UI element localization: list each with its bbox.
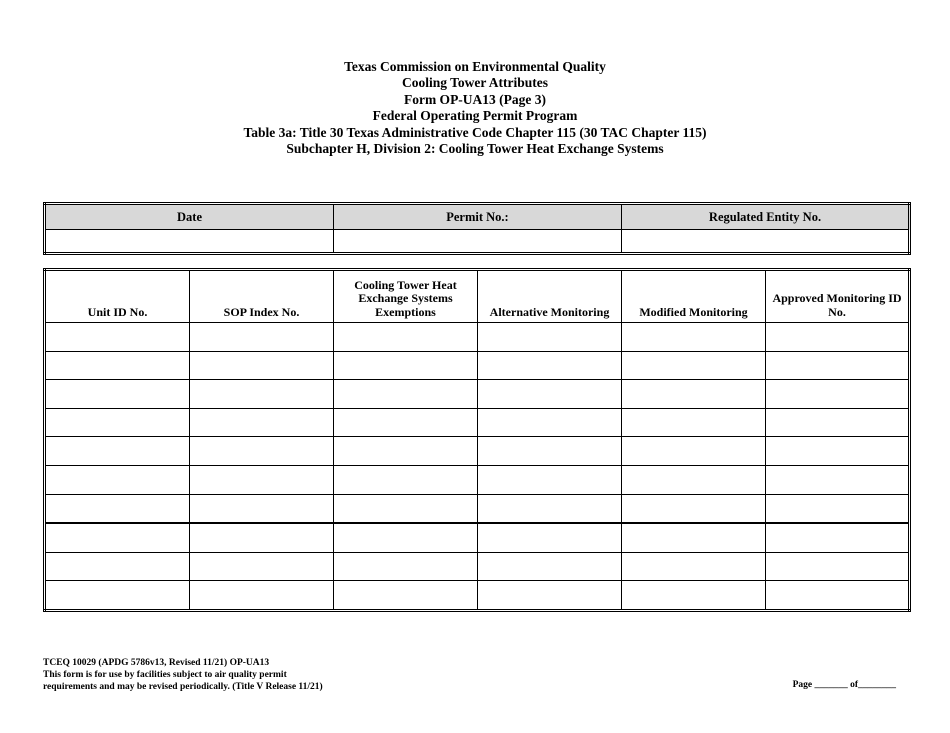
table-cell[interactable] bbox=[478, 437, 622, 466]
table-cell[interactable] bbox=[334, 523, 478, 552]
table-cell[interactable] bbox=[478, 323, 622, 352]
table-cell[interactable] bbox=[622, 465, 766, 494]
table-cell[interactable] bbox=[766, 380, 910, 409]
permit-info-header-row bbox=[45, 204, 910, 230]
table-row bbox=[45, 351, 910, 380]
permit-info-entry-row bbox=[45, 230, 910, 254]
table-cell[interactable] bbox=[190, 323, 334, 352]
date-header: Date bbox=[45, 204, 334, 230]
column-header-row bbox=[45, 270, 910, 323]
regulated-entity-header: Regulated Entity No. bbox=[622, 204, 910, 230]
table-cell[interactable] bbox=[45, 552, 190, 581]
table-cell[interactable] bbox=[334, 380, 478, 409]
cooling-tower-table bbox=[43, 268, 911, 612]
table-cell[interactable] bbox=[478, 351, 622, 380]
table-cell[interactable] bbox=[45, 465, 190, 494]
table-cell[interactable] bbox=[766, 408, 910, 437]
table-cell[interactable] bbox=[766, 465, 910, 494]
table-cell[interactable] bbox=[766, 494, 910, 523]
table-row bbox=[45, 552, 910, 581]
table-cell[interactable] bbox=[622, 552, 766, 581]
table-cell[interactable] bbox=[478, 408, 622, 437]
table-cell[interactable] bbox=[334, 465, 478, 494]
table-cell[interactable] bbox=[766, 437, 910, 466]
table-cell[interactable] bbox=[766, 523, 910, 552]
table-cell[interactable] bbox=[334, 351, 478, 380]
subchapter-title: Subchapter H, Division 2: Cooling Tower Heat Exchange Systems bbox=[286, 141, 664, 157]
table-cell[interactable] bbox=[478, 465, 622, 494]
table-cell[interactable] bbox=[478, 494, 622, 523]
table-cell[interactable] bbox=[766, 552, 910, 581]
table-cell[interactable] bbox=[190, 351, 334, 380]
table-row bbox=[45, 523, 910, 552]
form-title: Cooling Tower Attributes bbox=[401, 75, 548, 91]
table-cell[interactable] bbox=[190, 465, 334, 494]
exemptions-header: Cooling Tower Heat Exchange Systems Exemptions bbox=[334, 270, 478, 323]
alternative-monitoring-header: Alternative Monitoring bbox=[478, 270, 622, 323]
table-cell[interactable] bbox=[622, 523, 766, 552]
program-title: Federal Operating Permit Program bbox=[372, 108, 578, 124]
table-cell[interactable] bbox=[45, 437, 190, 466]
regulated-entity-field[interactable] bbox=[622, 230, 910, 254]
permit-number-header: Permit No.: bbox=[334, 204, 622, 230]
table-cell[interactable] bbox=[478, 380, 622, 409]
table-cell[interactable] bbox=[45, 581, 190, 611]
table-cell[interactable] bbox=[190, 408, 334, 437]
table-row bbox=[45, 323, 910, 352]
date-field[interactable] bbox=[45, 230, 334, 254]
table-cell[interactable] bbox=[622, 494, 766, 523]
table-cell[interactable] bbox=[766, 351, 910, 380]
table-cell[interactable] bbox=[45, 523, 190, 552]
table-cell[interactable] bbox=[334, 581, 478, 611]
table-cell[interactable] bbox=[45, 323, 190, 352]
table-cell[interactable] bbox=[334, 408, 478, 437]
table-title: Table 3a: Title 30 Texas Administrative Code Chapter 115 (30 TAC Chapter 115) bbox=[243, 124, 707, 140]
table-cell[interactable] bbox=[190, 494, 334, 523]
table-row bbox=[45, 437, 910, 466]
table-cell[interactable] bbox=[766, 323, 910, 352]
agency-title: Texas Commission on Environmental Quality bbox=[344, 59, 606, 74]
table-cell[interactable] bbox=[622, 380, 766, 409]
table-row bbox=[45, 380, 910, 409]
sop-index-header: SOP Index No. bbox=[190, 270, 334, 323]
table-cell[interactable] bbox=[622, 437, 766, 466]
table-cell[interactable] bbox=[478, 552, 622, 581]
modified-monitoring-header: Modified Monitoring bbox=[622, 270, 766, 323]
table-cell[interactable] bbox=[334, 437, 478, 466]
unit-id-header: Unit ID No. bbox=[45, 270, 190, 323]
table-cell[interactable] bbox=[622, 351, 766, 380]
table-cell[interactable] bbox=[478, 581, 622, 611]
table-cell[interactable] bbox=[334, 552, 478, 581]
table-cell[interactable] bbox=[334, 323, 478, 352]
table-cell[interactable] bbox=[766, 581, 910, 611]
form-footer bbox=[43, 657, 323, 693]
table-cell[interactable] bbox=[334, 494, 478, 523]
table-cell[interactable] bbox=[45, 351, 190, 380]
approved-monitoring-id-header: Approved Monitoring ID No. bbox=[766, 270, 910, 323]
table-cell[interactable] bbox=[190, 581, 334, 611]
table-cell[interactable] bbox=[190, 552, 334, 581]
table-cell[interactable] bbox=[478, 523, 622, 552]
table-row bbox=[45, 581, 910, 611]
table-cell[interactable] bbox=[190, 380, 334, 409]
table-cell[interactable] bbox=[622, 408, 766, 437]
table-cell[interactable] bbox=[45, 380, 190, 409]
table-cell[interactable] bbox=[190, 437, 334, 466]
form-header bbox=[0, 59, 950, 157]
page-number: Page _______ of________ bbox=[792, 680, 896, 690]
permit-number-field[interactable] bbox=[334, 230, 622, 254]
table-row bbox=[45, 408, 910, 437]
table-row bbox=[45, 494, 910, 523]
permit-info-table bbox=[43, 202, 911, 255]
table-cell[interactable] bbox=[190, 523, 334, 552]
table-row bbox=[45, 465, 910, 494]
form-release-note: requirements and may be revised periodically. (Title V Release 11/21) bbox=[43, 682, 323, 692]
form-number: Form OP-UA13 (Page 3) bbox=[403, 91, 547, 107]
table-cell[interactable] bbox=[45, 494, 190, 523]
table-cell[interactable] bbox=[622, 581, 766, 611]
table-cell[interactable] bbox=[622, 323, 766, 352]
form-revision-info: TCEQ 10029 (APDG 5786v13, Revised 11/21) OP-UA13 bbox=[43, 658, 270, 668]
table-cell[interactable] bbox=[45, 408, 190, 437]
form-usage-note: This form is for use by facilities subject to air quality permit bbox=[43, 670, 287, 680]
